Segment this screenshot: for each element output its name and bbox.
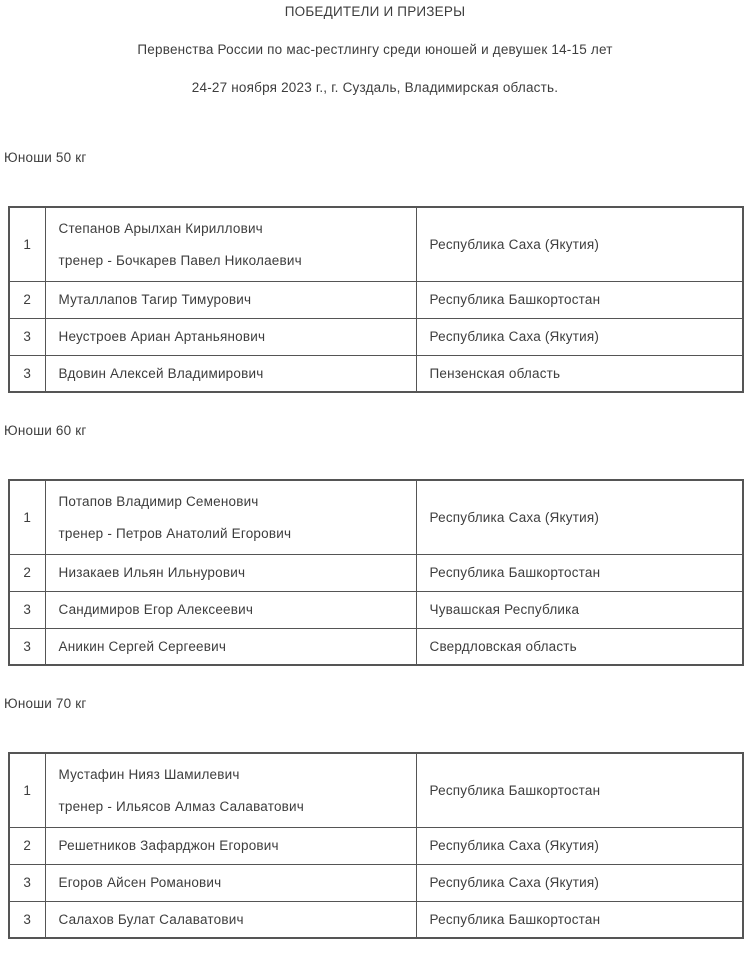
trainer-name: тренер - Бочкарев Павел Николаевич [58,252,302,268]
place-cell: 3 [9,864,45,901]
document-subtitle: Первенства России по мас-рестлингу среди юношей и девушек 14-15 лет [137,42,613,57]
athlete-cell [45,864,416,901]
region-cell: Пензенская область [416,355,743,392]
result-row [9,281,743,318]
place-cell: 3 [9,318,45,355]
athlete-cell [45,281,416,318]
athlete-cell [45,355,416,392]
place-cell: 3 [9,355,45,392]
athlete-name: Низакаев Ильян Ильнурович [58,565,246,580]
region-cell: Чувашская Республика [416,591,743,628]
athlete-name: Муталлапов Тагир Тимурович [58,292,252,307]
region-cell: Республика Саха (Якутия) [416,480,743,554]
region-cell: Республика Саха (Якутия) [416,318,743,355]
weight-class-heading: Юноши 70 кг [4,696,87,711]
region-cell: Республика Башкортостан [416,901,743,938]
result-row [9,591,743,628]
athlete-cell [45,480,416,554]
place-cell: 2 [9,827,45,864]
weight-class-heading: Юноши 60 кг [4,423,87,438]
weight-class-section [0,696,750,939]
result-row [9,554,743,591]
document-title: ПОБЕДИТЕЛИ И ПРИЗЕРЫ [284,4,466,19]
result-row [9,628,743,665]
athlete-cell [45,628,416,665]
weight-class-section [0,150,750,393]
athlete-cell [45,901,416,938]
place-cell: 3 [9,628,45,665]
result-row [9,864,743,901]
trainer-name: тренер - Петров Анатолий Егорович [58,525,292,541]
weight-class-heading: Юноши 50 кг [4,150,87,165]
trainer-name: тренер - Ильясов Алмаз Салаватович [58,798,304,814]
athlete-name: Егоров Айсен Романович [58,875,222,890]
place-cell: 1 [9,753,45,827]
results-table [8,752,744,939]
athlete-cell [45,554,416,591]
athlete-name: Салахов Булат Салаватович [58,911,244,927]
athlete-cell [45,318,416,355]
athlete-cell [45,591,416,628]
athlete-cell [45,827,416,864]
results-table [8,206,744,393]
result-row [9,753,743,827]
athlete-name: Степанов Арылхан Кириллович [58,220,263,236]
athlete-name: Потапов Владимир Семенович [58,493,259,509]
region-cell: Республика Башкортостан [416,554,743,591]
athlete-name: Мустафин Нияз Шамилевич [58,766,240,782]
result-row [9,827,743,864]
results-table [8,479,744,666]
region-cell: Республика Башкортостан [416,281,743,318]
region-cell: Республика Саха (Якутия) [416,207,743,281]
athlete-name: Вдовин Алексей Владимирович [58,365,264,381]
region-cell: Республика Саха (Якутия) [416,827,743,864]
result-row [9,207,743,281]
athlete-cell [45,207,416,281]
weight-class-section [0,423,750,666]
athlete-name: Неустроев Ариан Артаньянович [58,329,266,344]
place-cell: 1 [9,480,45,554]
region-cell: Свердловская область [416,628,743,665]
result-row [9,318,743,355]
athlete-name: Сандимиров Егор Алексеевич [58,602,254,617]
place-cell: 3 [9,901,45,938]
document-header [0,0,750,96]
place-cell: 2 [9,554,45,591]
result-row [9,901,743,938]
place-cell: 2 [9,281,45,318]
sections-container [0,150,750,939]
athlete-cell [45,753,416,827]
athlete-name: Решетников Зафарджон Егорович [58,838,279,853]
place-cell: 3 [9,591,45,628]
athlete-name: Аникин Сергей Сергеевич [58,638,227,654]
region-cell: Республика Саха (Якутия) [416,864,743,901]
result-row [9,480,743,554]
result-row [9,355,743,392]
document-date-location: 24-27 ноября 2023 г., г. Суздаль, Владимирская область. [191,80,559,95]
region-cell: Республика Башкортостан [416,753,743,827]
place-cell: 1 [9,207,45,281]
